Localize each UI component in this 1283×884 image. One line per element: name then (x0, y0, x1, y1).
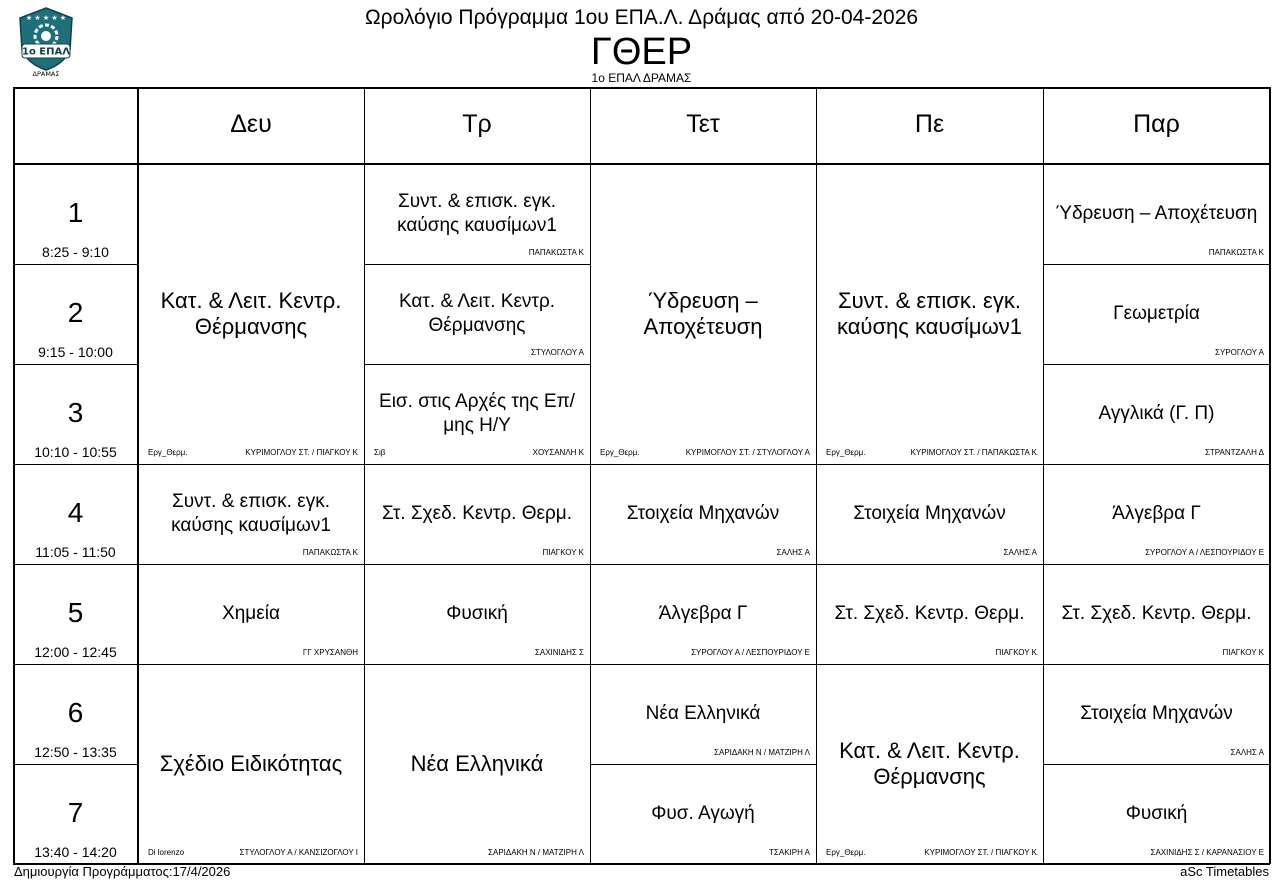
lesson-teacher: ΚΥΡΙΜΟΓΛΟΥ ΣΤ. / ΣΤΥΛΟΓΛΟΥ Α (685, 448, 810, 457)
lesson-subject: Συντ. & επισκ. εγκ. καύσης καυσίμων1 (171, 491, 331, 536)
grid-row-line (816, 664, 1043, 665)
grid-border-left (13, 87, 15, 864)
grid-row-line (13, 264, 138, 265)
lesson-cell (1043, 264, 1270, 364)
day-header: Τετ (686, 110, 720, 138)
lesson-cell (816, 164, 1043, 464)
lesson-teacher: ΣΤΥΛΟΓΛΟΥ Α / ΚΑΝΣΙΖΟΓΛΟΥ Ι (239, 848, 358, 857)
period-cell (13, 464, 138, 564)
lesson-subject: Χημεία (222, 603, 280, 624)
lesson-teacher: ΣΤΥΛΟΓΛΟΥ Α (530, 348, 584, 357)
grid-row-line (13, 364, 138, 365)
grid-day-divider (1043, 87, 1044, 864)
grid-row-line (364, 564, 590, 565)
period-time: 10:10 - 10:55 (34, 444, 117, 460)
day-header: Παρ (1133, 110, 1180, 138)
day-header: Τρ (462, 110, 492, 138)
lesson-subject: Στοιχεία Μηχανών (1080, 703, 1233, 724)
lesson-subject: Άλγεβρα Γ (658, 603, 748, 624)
lesson-teacher: ΣΑΡΙΔΑΚΗ Ν / ΜΑΤΖΙΡΗ Λ (488, 848, 584, 857)
lesson-cell (364, 564, 590, 664)
logo-caption: ΔΡΑΜΑΣ (32, 70, 60, 78)
class-name: ΓΘΕΡ (590, 31, 693, 73)
lesson-room: Εργ_Θερμ. (600, 448, 640, 457)
grid-row-line (364, 464, 590, 465)
grid-day-divider (590, 87, 591, 864)
lesson-teacher: ΠΑΠΑΚΩΣΤΑ Κ (528, 248, 584, 257)
lesson-cell (1043, 664, 1270, 764)
grid-row-line (13, 564, 138, 565)
lesson-room: Εργ_Θερμ. (826, 848, 866, 857)
lesson-subject: Κατ. & Λειτ. Κεντρ. Θέρμανσης (160, 288, 342, 339)
lesson-cell (138, 564, 364, 664)
grid-row-line (13, 764, 138, 765)
period-time: 11:05 - 11:50 (35, 544, 116, 560)
lesson-subject: Στ. Σχεδ. Κεντρ. Θερμ. (381, 503, 573, 524)
lesson-cell (1043, 464, 1270, 564)
grid-row-line (590, 464, 816, 465)
lesson-room: Di lorenzo (148, 848, 185, 857)
lesson-subject: Συντ. & επισκ. εγκ. καύσης καυσίμων1 (836, 288, 1023, 339)
grid-row-line (1043, 664, 1270, 665)
period-cell (13, 564, 138, 664)
lesson-cell (1043, 164, 1270, 264)
grid-row-line (1043, 464, 1270, 465)
creation-date: Δημιουργία Προγράμματος:17/4/2026 (14, 864, 231, 879)
grid-row-line (816, 564, 1043, 565)
lesson-room: Εργ_Θερμ. (826, 448, 866, 457)
grid-row-line (1043, 564, 1270, 565)
period-number: 2 (67, 297, 84, 328)
lesson-subject: Γεωμετρία (1113, 303, 1200, 324)
software-credit: aSc Timetables (1180, 864, 1269, 879)
lesson-cell (138, 464, 364, 564)
lesson-cell (364, 464, 590, 564)
lesson-cell (590, 464, 816, 564)
day-header: Πε (914, 110, 945, 138)
lesson-cell (1043, 764, 1270, 864)
grid-row-line (13, 664, 138, 665)
lesson-subject: Στοιχεία Μηχανών (853, 503, 1006, 524)
grid-header-line (13, 163, 1270, 165)
lesson-subject: Νέα Ελληνικά (645, 703, 761, 724)
lesson-subject: Στ. Σχεδ. Κεντρ. Θερμ. (834, 603, 1025, 624)
period-cell (13, 164, 138, 264)
grid-row-line (13, 464, 138, 465)
period-time: 12:50 - 13:35 (34, 744, 117, 760)
grid-row-line (364, 364, 590, 365)
page-title: Ωρολόγιο Πρόγραμμα 1ου ΕΠΑ.Λ. Δράμας από 20-04-2026 (364, 6, 919, 29)
lesson-subject: Άλγεβρα Γ (1112, 503, 1201, 524)
lesson-cell (1043, 564, 1270, 664)
lesson-teacher: ΣΑΛΗΣ Α (776, 548, 810, 557)
grid-row-line (816, 464, 1043, 465)
period-cell (13, 364, 138, 464)
period-number: 5 (67, 597, 84, 628)
lesson-subject: Κατ. & Λειτ. Κεντρ. Θέρμανσης (839, 738, 1020, 789)
lesson-teacher: ΣΑΛΗΣ Α (1230, 748, 1264, 757)
lesson-subject: Ύδρευση – Αποχέτευση (1055, 203, 1258, 224)
period-number: 1 (67, 197, 84, 228)
lesson-subject: Συντ. & επισκ. εγκ. καύσης καυσίμων1 (397, 191, 557, 236)
period-number: 6 (67, 697, 84, 728)
lesson-teacher: ΤΣΑΚΙΡΗ Α (769, 848, 810, 857)
grid-row-line (364, 664, 590, 665)
lesson-teacher: ΣΥΡΟΓΛΟΥ Α / ΛΕΣΠΟΥΡΙΔΟΥ Ε (691, 648, 810, 657)
grid-row-line (590, 564, 816, 565)
grid-border-right (1269, 87, 1271, 864)
period-cell (13, 664, 138, 764)
lesson-cell (1043, 364, 1270, 464)
period-time: 8:25 - 9:10 (42, 244, 109, 260)
lesson-cell (590, 164, 816, 464)
lesson-teacher: ΠΑΠΑΚΩΣΤΑ Κ (302, 548, 358, 557)
lesson-cell (364, 664, 590, 864)
lesson-cell (590, 564, 816, 664)
lesson-cell (816, 464, 1043, 564)
lesson-teacher: ΠΙΑΓΚΟΥ Κ (1222, 648, 1264, 657)
lesson-subject: Φυσ. Αγωγή (651, 803, 755, 824)
lesson-subject: Αγγλικά (Γ. Π) (1098, 403, 1215, 424)
lesson-teacher: ΣΥΡΟΓΛΟΥ Α / ΛΕΣΠΟΥΡΙΔΟΥ Ε (1145, 548, 1264, 557)
lesson-cell (364, 164, 590, 264)
lesson-teacher: ΚΥΡΙΜΟΓΛΟΥ ΣΤ. / ΠΙΑΓΚΟΥ Κ (924, 848, 1037, 857)
lesson-subject: Στ. Σχεδ. Κεντρ. Θερμ. (1061, 603, 1252, 624)
lesson-room: Εργ_Θερμ. (148, 448, 188, 457)
lesson-teacher: ΣΑΧΙΝΙΔΗΣ Σ (534, 648, 584, 657)
lesson-cell (138, 164, 364, 464)
lesson-teacher: ΠΙΑΓΚΟΥ Κ (995, 648, 1037, 657)
grid-row-line (1043, 764, 1270, 765)
lesson-teacher: ΚΥΡΙΜΟΓΛΟΥ ΣΤ. / ΠΙΑΓΚΟΥ Κ (245, 448, 358, 457)
lesson-teacher: ΣΤΡΑΝΤΖΑΛΗ Δ (1204, 448, 1264, 457)
grid-row-line (590, 664, 816, 665)
grid-day-divider (364, 87, 365, 864)
lesson-subject: Φυσική (1125, 803, 1188, 824)
lesson-teacher: ΠΑΠΑΚΩΣΤΑ Κ (1208, 248, 1264, 257)
period-number: 7 (67, 797, 84, 828)
lesson-teacher: ΣΑΡΙΔΑΚΗ Ν / ΜΑΤΖΙΡΗ Λ (714, 748, 810, 757)
lesson-teacher: ΣΥΡΟΓΛΟΥ Α (1215, 348, 1264, 357)
lesson-subject: Νέα Ελληνικά (410, 751, 544, 776)
lesson-teacher: ΧΟΥΣΑΝΛΗ Κ (532, 448, 584, 457)
grid-row-line (138, 564, 364, 565)
lesson-cell (138, 664, 364, 864)
grid-period-divider (137, 87, 139, 864)
logo-text: 1ο ΕΠΑΛ (22, 46, 70, 58)
lesson-teacher: ΣΑΛΗΣ Α (1003, 548, 1037, 557)
grid-border-top (13, 87, 1270, 89)
lesson-cell (816, 564, 1043, 664)
grid-row-line (138, 664, 364, 665)
lesson-subject: Εισ. στις Αρχές της Επ/μης Η/Υ (379, 391, 575, 436)
lesson-subject: Φυσική (446, 603, 508, 624)
lesson-subject: Στοιχεία Μηχανών (626, 503, 780, 524)
lesson-cell (816, 664, 1043, 864)
lesson-teacher: ΚΥΡΙΜΟΓΛΟΥ ΣΤ. / ΠΑΠΑΚΩΣΤΑ Κ (910, 448, 1037, 457)
lesson-cell (590, 664, 816, 764)
period-time: 9:15 - 10:00 (38, 344, 113, 360)
period-cell (13, 764, 138, 864)
day-header: Δευ (230, 110, 272, 138)
grid-row-line (1043, 264, 1270, 265)
lesson-subject: Ύδρευση – Αποχέτευση (643, 288, 763, 339)
lesson-teacher: ΓΓ ΧΡΥΣΑΝΘΗ (302, 648, 358, 657)
lesson-cell (364, 364, 590, 464)
school-name: 1ο ΕΠΑΛ ΔΡΑΜΑΣ (591, 71, 692, 85)
lesson-room: Σιβ (374, 448, 386, 457)
svg-text:★ ★ ★ ★ ★: ★ ★ ★ ★ ★ (25, 14, 67, 22)
lesson-teacher: ΠΙΑΓΚΟΥ Κ (542, 548, 584, 557)
grid-row-line (590, 764, 816, 765)
period-cell (13, 264, 138, 364)
grid-row-line (1043, 364, 1270, 365)
period-number: 3 (67, 397, 84, 428)
lesson-cell (590, 764, 816, 864)
grid-row-line (138, 464, 364, 465)
grid-row-line (364, 264, 590, 265)
period-number: 4 (67, 497, 84, 528)
lesson-cell (364, 264, 590, 364)
period-time: 12:00 - 12:45 (34, 644, 117, 660)
grid-day-divider (816, 87, 817, 864)
period-time: 13:40 - 14:20 (34, 844, 117, 860)
lesson-subject: Κατ. & Λειτ. Κεντρ. Θέρμανσης (398, 291, 556, 336)
lesson-subject: Σχέδιο Ειδικότητας (159, 751, 343, 776)
lesson-teacher: ΣΑΧΙΝΙΔΗΣ Σ / ΚΑΡΑΝΑΣΙΟΥ Ε (1150, 848, 1264, 857)
